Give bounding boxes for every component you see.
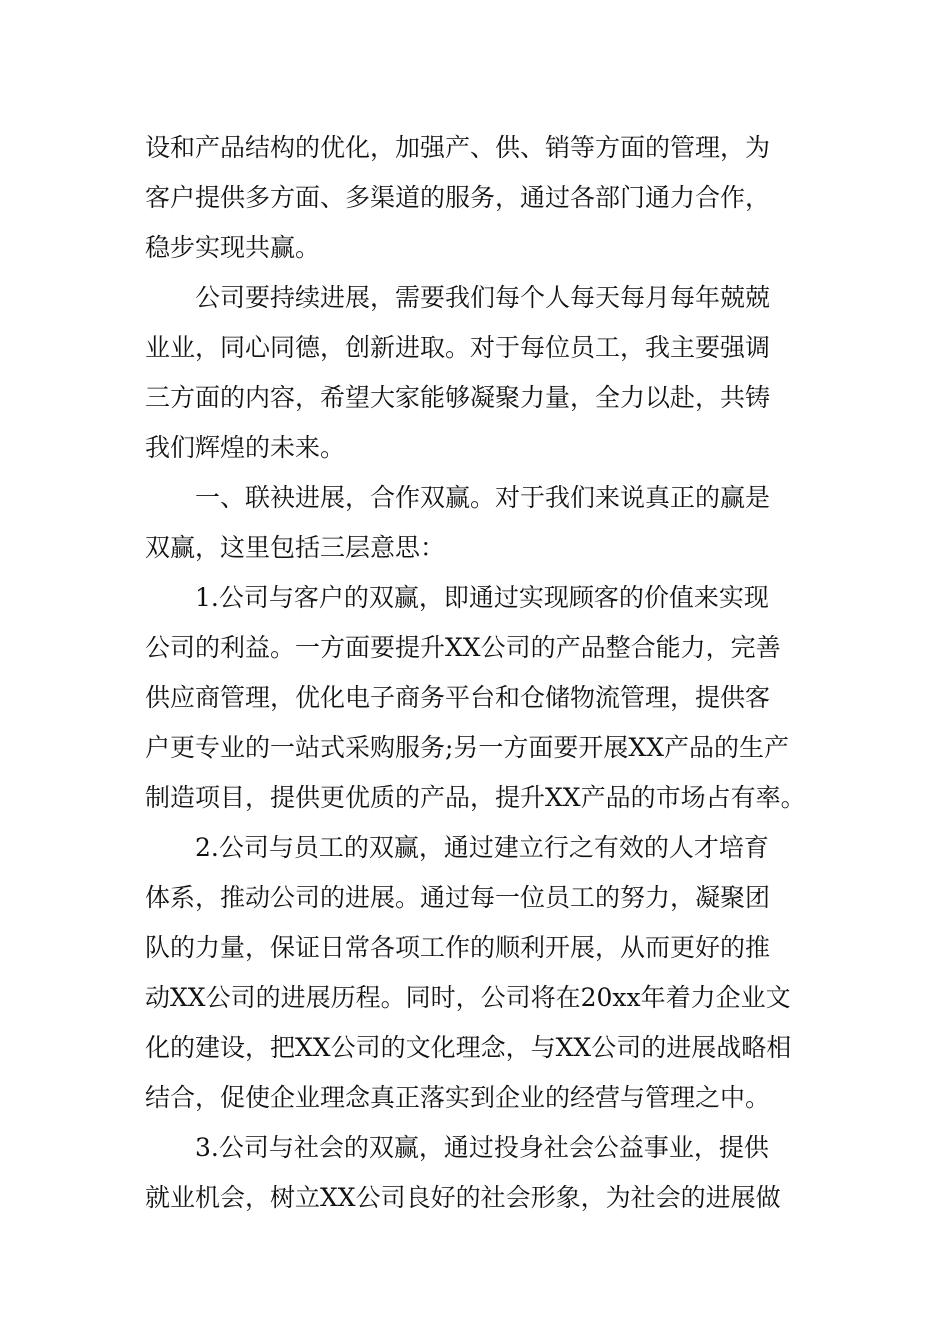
text-line: 公司要持续进展，需要我们每个人每天每月每年兢兢	[195, 283, 771, 312]
paragraph-item-1	[145, 573, 810, 823]
text-line: 队的力量，保证日常各项工作的顺利开展，从而更好的推	[145, 933, 771, 962]
text-line: 3.公司与社会的双赢，通过投身社会公益事业，提供	[195, 1133, 769, 1162]
text-line: 制造项目，提供更优质的产品，提升XX产品的市场占有率。	[145, 783, 806, 812]
paragraph-section-one-heading	[145, 473, 810, 573]
paragraph-item-3	[145, 1123, 810, 1223]
text-line: 2.公司与员工的双赢，通过建立行之有效的人才培育	[195, 833, 769, 862]
text-line: 户更专业的一站式采购服务;另一方面要开展XX产品的生产	[145, 733, 790, 762]
text-line: 就业机会，树立XX公司良好的社会形象，为社会的进展做	[145, 1183, 781, 1212]
text-line: 双赢，这里包括三层意思：	[145, 533, 446, 562]
text-line: 供应商管理，优化电子商务平台和仓储物流管理，提供客	[145, 683, 771, 712]
paragraph-item-2	[145, 823, 810, 1123]
text-line: 稳步实现共赢。	[145, 233, 321, 262]
text-line: 公司的利益。一方面要提升XX公司的产品整合能力，完善	[145, 633, 781, 662]
paragraph-continuation	[145, 123, 810, 273]
paragraph-company-progress	[145, 273, 810, 473]
text-line: 化的建设，把XX公司的文化理念，与XX公司的进展战略相	[145, 1033, 792, 1062]
text-line: 体系，推动公司的进展。通过每一位员工的努力，凝聚团	[145, 883, 771, 912]
text-line: 业业，同心同德，创新进取。对于每位员工，我主要强调	[145, 333, 771, 362]
text-line: 三方面的内容，希望大家能够凝聚力量，全力以赴，共铸	[145, 383, 771, 412]
document-page	[145, 123, 810, 1223]
text-line: 设和产品结构的优化，加强产、供、销等方面的管理，为	[145, 133, 771, 162]
text-line: 结合，促使企业理念真正落实到企业的经营与管理之中。	[145, 1083, 771, 1112]
text-line: 客户提供多方面、多渠道的服务，通过各部门通力合作，	[145, 183, 771, 212]
text-line: 一、联袂进展，合作双赢。对于我们来说真正的赢是	[195, 483, 771, 512]
text-line: 1.公司与客户的双赢，即通过实现顾客的价值来实现	[195, 583, 769, 612]
text-line: 动XX公司的进展历程。同时，公司将在20xx年着力企业文	[145, 983, 791, 1012]
text-line: 我们辉煌的未来。	[145, 433, 346, 462]
